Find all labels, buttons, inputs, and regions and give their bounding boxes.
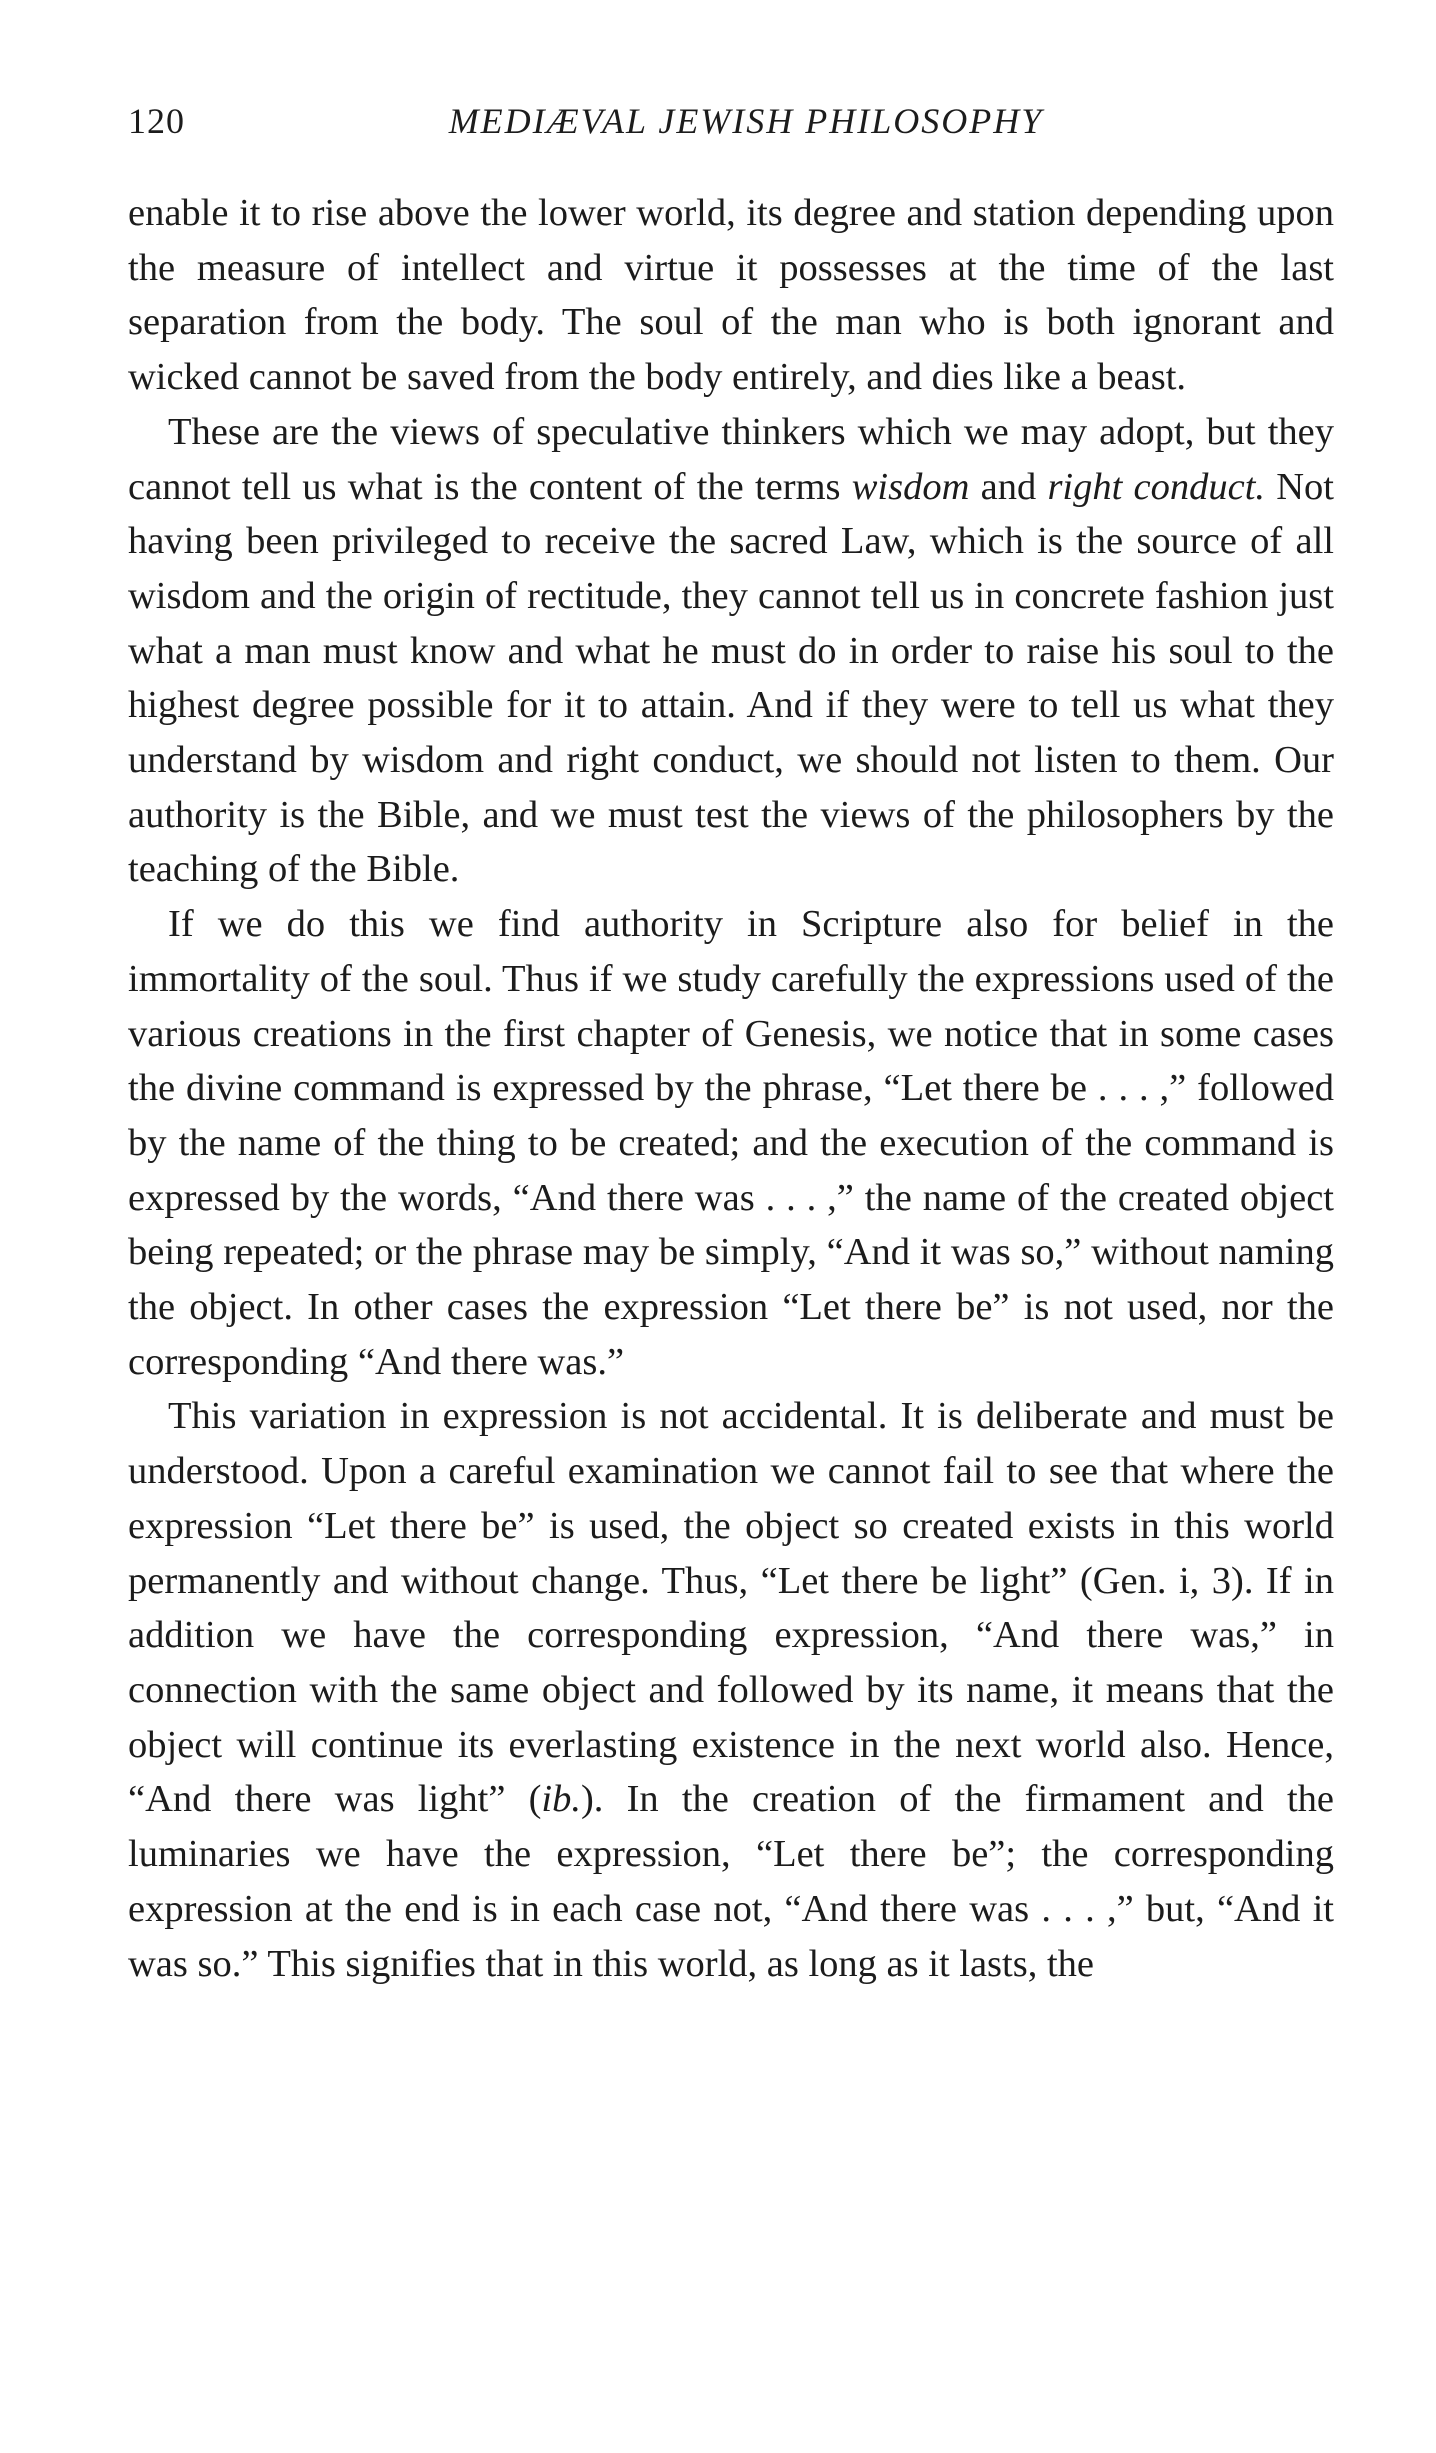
italic-text: wisdom: [851, 465, 970, 508]
paragraph: [128, 405, 1334, 897]
body-text: [128, 186, 1334, 1991]
paragraph: [128, 186, 1334, 405]
italic-text: right conduct.: [1047, 465, 1266, 508]
text-run: and: [969, 465, 1048, 508]
page-number: 120: [128, 101, 185, 141]
paragraph: [128, 897, 1334, 1389]
text-run: If we do this we find authority in Scripture also for belief in the immortality of the soul. Thus if we study carefully the expressions used of the various creations in the first chapter of Genesis, we notice that in some cases the divine command is expressed by the phrase, “Let there be . . . ,” followed by the name of the thing to be created; and the execution of the command is expressed by the words, “And there was . . . ,” the name of the created object being repeated; or the phrase may be simply, “And it was so,” without naming the object. In other cases the expression “Let there be” is not used, nor the corresponding “And there was.”: [128, 903, 1334, 1383]
text-run: This variation in expression is not accidental. It is deliberate and must be understood. Upon a careful examination we cannot fail to see that where the expression “Let there be” is used, the object so created exists in this world permanently and without change. Thus, “Let there be light” (Gen. i, 3). If in addition we have the corresponding expression, “And there was,” in connection with the same object and followed by its name, it means that the object will continue its everlasting existence in the next world also. Hence, “And there was light” (: [128, 1395, 1334, 1821]
running-head: [128, 96, 1334, 146]
text-run: ). In the creation of the firmament and the luminaries we have the expression, “Let there be”; the corresponding expression at the end is in each case not, “And there was . . . ,” but, “And it was so.” This signifies that in this world, as long as it lasts, the: [128, 1778, 1334, 1985]
text-run: Not having been privileged to receive the sacred Law, which is the source of all wisdom and the origin of rectitude, they cannot tell us in concrete fashion just what a man must know and what he must do in order to raise his soul to the highest degree possible for it to attain. And if they were to tell us what they understand by wisdom and right conduct, we should not listen to them. Our authority is the Bible, and we must test the views of the philosophers by the teaching of the Bible.: [128, 465, 1334, 891]
text-run: enable it to rise above the lower world, its degree and station depending upon the measure of intellect and virtue it possesses at the time of the last separation from the body. The soul of the man who is both ignorant and wicked cannot be saved from the body entirely, and dies like a beast.: [128, 192, 1334, 399]
text-run: These are the views of speculative thinkers which we may adopt, but they cannot tell us what is the content of the terms: [128, 410, 1334, 508]
running-title: MEDIÆVAL JEWISH PHILOSOPHY: [448, 101, 1044, 141]
italic-text: ib.: [541, 1778, 581, 1821]
paragraph: [128, 1389, 1334, 1991]
